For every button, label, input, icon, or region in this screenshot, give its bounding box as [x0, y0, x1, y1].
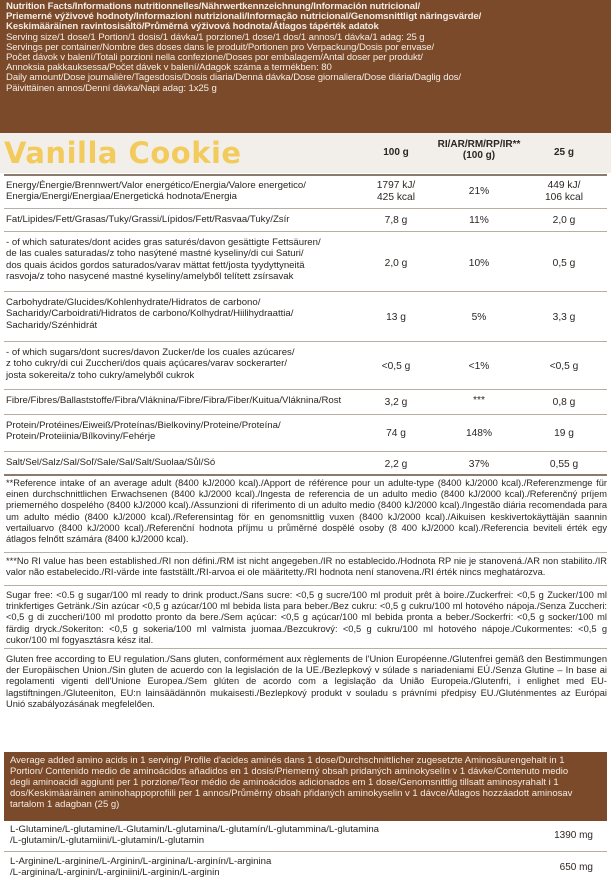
value-25g: 3,3 g [552, 312, 576, 323]
header-line: Daily amount/Dose journalière/Tagesdosis/Dosis diaria/Denná dávka/Dose giornaliera/Dose diária/Daglig dos/ [6, 72, 461, 84]
value-100g: <0,5 g [381, 361, 411, 372]
header-line: Priemerné výživové hodnoty/Informazioni nutrizionali/Informação nutricional/Genomsnittligt näringsvärde/ [6, 11, 482, 23]
nutrient-row-protein [0, 420, 611, 450]
label-line: z toho cukry/di cui Zuccheri/dos quais açúcares/varav sockerarter/ [6, 358, 288, 370]
value-ri: *** [473, 395, 485, 406]
header-line: Servings per container/Nombre des doses dans le produit/Portionen pro Verpackung/Dosis por envase/ [6, 41, 435, 53]
label-line: Energy/Énergie/Brennwert/Valor energético/Energia/Valore energetico/ [6, 180, 306, 191]
value-25g: 2,0 g [552, 215, 576, 226]
header-line: Annoksia pakkauksessa/Počet dávek v balení/Adagok száma a termékben: 80 [6, 62, 332, 74]
label-line: Protein/Protéines/Eiweiß/Proteínas/Bielkoviny/Proteine/Proteína/ [6, 420, 281, 431]
value-100g: 2,2 g [384, 459, 408, 470]
amino-header-line: tartalom 1 adagban (25 g) [10, 798, 120, 810]
divider [4, 208, 607, 209]
nutrient-row-fat [0, 214, 611, 230]
value-100g: 74 g [386, 428, 406, 439]
nutrient-label: Fat/Lipides/Fett/Grasas/Tuky/Grassi/Lípidos/Fett/Rasvaa/Tuky/Zsír [6, 214, 290, 225]
nutrient-row-carbohydrate [0, 297, 611, 337]
col-ri-label: RI/AR/RM/RP/IR** [437, 139, 521, 150]
header-line: Päivittäinen annos/Denní dávka/Napi adag: 1x25 g [6, 82, 217, 94]
gluten-free-note: Gluten free according to EU regulation./Sans gluten, conformément aux règlements de l'Union Européenne./Glutenfrei gemäß den Bestimmungen der Europäischen Union./Sin gluten de acuerdo con la legislación de la UE./Bezlepkový v súlade s nariadeniami EÚ./Senza Glutine – In base ai regolamenti vigenti dell'Unione Europea./Sem glúten de acordo com a legislação da União Europeia./Glutenfri, i enlighet med EU-lagstiftningen./Gluteeniton, EU:n lainsäädännön mukaisesti./Bezlepkový produkt v souladu s právními předpisy EU./Gluténmentes az Európai Unió szabályozásának megfelelően. [6, 654, 607, 709]
label-line: - of which sugars/dont sucres/davon Zucker/de los cuales azúcares/ [6, 347, 295, 358]
label-line: L-Arginine/L-arginine/L-Arginin/L-arginina/L-arginín/L-arginina [10, 856, 272, 867]
amino-row-arginine [4, 856, 607, 884]
label-line: Carbohydrate/Glucides/Kohlenhydrate/Hidratos de carbono/ [6, 297, 261, 308]
value-25g: 0,55 g [549, 459, 579, 470]
divider [4, 389, 607, 390]
col-ri-header [424, 139, 534, 161]
nutrient-label: Fibre/Fibres/Ballaststoffe/Fibra/Vláknina/Fibre/Fibra/Fiber/Kuitua/Vláknina/Rost [6, 395, 342, 406]
label-line: rasvoja/z toho nasycené mastné kyseliny/amelyből telített zsírsavak [6, 271, 294, 283]
no-ri-note: ***No RI value has been established./RI non défini./RM ist nicht angegeben./IR no establecido./Hodnota RP nie je stanovená./AR non stabilito./IR valor não estabelecido./RI-värde inte fastställt./RI-arvoa ei ole määritetty./RI hodnota není stanovena./RI érték nincs meghatározva. [6, 556, 607, 578]
nutrient-row-sugars [0, 347, 611, 387]
header-line: Serving size/1 dose/1 Portion/1 dosis/1 dávka/1 porzione/1 dose/1 dos/1 annos/1 dávka/1 adag: 25 g [6, 31, 425, 43]
value-ri: 21% [468, 186, 490, 197]
label-line: L-Glutamine/L-glutamine/L-Glutamin/L-glutamina/L-glutamín/L-glutammina/L-glutamina [10, 824, 379, 835]
value-ri: <1% [468, 361, 490, 372]
amino-label [10, 856, 271, 879]
nutrient-label [6, 420, 281, 443]
value-ri: 5% [471, 312, 487, 323]
nutrition-header [0, 0, 611, 133]
nutrient-row-saturates [0, 237, 611, 287]
divider [4, 451, 607, 452]
divider [4, 585, 607, 586]
label-line: Sacharidy/Carboidrati/Hidratos de carbono/Kolhydrat/Hiilihydraattia/ [6, 308, 294, 320]
col-ri-sub: (100 g) [462, 150, 496, 161]
value-100g [364, 180, 428, 203]
divider [4, 474, 607, 476]
value-line: 106 kcal [545, 191, 583, 203]
nutrient-row-salt [0, 457, 611, 473]
label-line: de las cuales saturadas/z toho nasýtené mastné kyseliny/di cui Saturi/ [6, 248, 304, 260]
amino-value: 1390 mg [554, 830, 593, 841]
divider [4, 648, 607, 649]
value-100g: 2,0 g [384, 258, 408, 269]
label-line: /L-arginina/L-arginin/L-arginiini/L-arginin/L-arginin [10, 867, 220, 879]
nutrient-label [6, 237, 321, 283]
amino-acids-header [4, 752, 607, 821]
nutrient-row-fibre [0, 395, 611, 411]
value-25g [532, 180, 596, 203]
value-25g: 0,5 g [552, 258, 576, 269]
title-bar [0, 133, 611, 173]
label-line: /L-glutamin/L-glutamiini/L-glutamin/L-glutamin [10, 835, 205, 847]
header-line: Počet dávok v balení/Totali porzioni nella confezione/Doses por embalagem/Antal doser per produkt/ [6, 52, 423, 64]
divider [4, 341, 607, 342]
value-ri: 11% [469, 215, 489, 226]
sugar-free-note: Sugar free: <0.5 g sugar/100 ml ready to drink product./Sans sucre: <0,5 g sucre/100 ml produit prêt à boire./Zuckerfrei: <0,5 g Zucker/100 ml trinkfertiges Getränk./Sin azúcar <0,5 g azúcar/100 ml bebida lista para beber./Bez cukru: <0,5 g cukru/100 ml hotového nápoja./Senza Zuccheri: <0,5 g di zuccheri/100 ml prodotto pronto da bere./Sem açúcar: <0,5 g açúcar/100 ml bebida pronta a beber./Sockerfri: <0,5 g socker/100 ml färdig dryck./Sokeriton: <0,5 g sokeria/100 ml valmista juomaa./Bezcukrový: <0,5 g cukru/100 ml hotového nápoje./Cukormentes: <0,5 g cukor/100 ml fogyasztásra kész ital. [6, 590, 607, 645]
value-ri: 37% [468, 459, 490, 470]
col-25g-header: 25 g [553, 147, 574, 158]
divider [4, 174, 607, 176]
divider [4, 851, 607, 852]
label-line: Protein/Proteiinia/Bílkoviny/Fehérje [6, 431, 156, 443]
amino-value: 650 mg [559, 862, 593, 873]
amino-header-line: Portion/ Contenido medio de aminoácidos añadidos en 1 dosis/Priemerný obsah pridaných aminokyselín v 1 dávke/Contenuto medio [10, 765, 569, 777]
col-100g-header: 100 g [383, 147, 409, 158]
divider [4, 414, 607, 415]
label-line: Sacharidy/Szénhidrát [6, 319, 98, 331]
value-line: 1797 kJ/ [376, 180, 416, 191]
divider [4, 231, 607, 232]
amino-row-glutamine [4, 824, 607, 850]
divider [4, 552, 607, 553]
value-100g: 7,8 g [384, 215, 408, 226]
label-line: josta sokereita/z toho cukry/amelyből cukrok [6, 369, 195, 381]
nutrient-label [6, 180, 306, 203]
nutrient-row-energy [0, 180, 611, 210]
divider [4, 291, 607, 292]
value-100g: 3,2 g [384, 397, 408, 408]
product-title: Vanilla Cookie [4, 136, 242, 170]
nutrient-label [6, 297, 293, 331]
amino-header-line: degli aminoacidi aggiunti per 1 porzione/Teor médio de aminoácidos adicionados em 1 dose/Genomsnittlig tillsatt aminosyrahalt i 1 [10, 776, 559, 788]
nutrient-label [6, 347, 295, 381]
header-line: Keskimääräinen ravintosisältö/Průměrná výživová hodnota/Átlagos tápérték adatok [6, 21, 379, 33]
value-line: 449 kJ/ [547, 180, 581, 191]
header-line: Nutrition Facts/Informations nutritionnelles/Nährwertkennzeichnung/Información nutricional/ [6, 1, 421, 12]
label-line: dos quais ácidos gordos saturados/varav mättat fett/josta tyydyttyneitä [6, 259, 305, 271]
nutrient-label: Salt/Sel/Salz/Sal/Soľ/Sale/Sal/Salt/Suolaa/Sůl/Só [6, 457, 216, 468]
label-line: Energia/Energi/Energiaa/Energetická hodnota/Energia [6, 191, 237, 203]
value-ri: 148% [465, 428, 493, 439]
value-25g: 19 g [554, 428, 574, 439]
amino-header-line: Average added amino acids in 1 serving/ Profile d'acides aminés dans 1 dose/Durchschnittlicher zugesetzte Aminosäurengehalt in 1 [10, 755, 565, 766]
amino-header-line: dos/Keskimääräinen aminohappoprofiili per 1 annos/Průměrný obsah přidaných aminokyselin v 1 dávce/Átlagos hozzáadott aminosav [10, 787, 573, 799]
value-25g: 0,8 g [552, 397, 576, 408]
value-line: 425 kcal [377, 191, 415, 203]
amino-label [10, 824, 379, 847]
value-25g: <0,5 g [549, 361, 579, 372]
value-100g: 13 g [386, 312, 406, 323]
reference-intake-note: **Reference intake of an average adult (8400 kJ/2000 kcal)./Apport de référence pour un adulte-type (8400 kJ/2000 kcal)./Referenzmenge für einen durchschnittlichen Erwachsenen (8400 kJ/2000 kcal)./Ingesta de referencia de un adulto medio (8400 kJ/2000 kcal)./Referenčný príjem priemerného dospelého (8400 kJ/2000 kcal)./Assunzioni di riferimento di un adulto medio (8400 kJ/2000 kcal)./Ingestão diária recomendada para um adulto médio (8400 kJ/2000 kcal)./Referensintag för en genomsnittlig vuxen (8400 kJ/2000 kcal)./Aikuisen keskivertokäyttäjän saannin vertailuarvo (8400 kJ/2000 kcal)./Referenční hodnota příjmu u průměrné dospělé osoby (8 400 kJ/2000 kcal)./Referencia beviteli érték egy átlagos felnőtt számára (8400 kJ/2000 kcal). [6, 478, 607, 545]
value-ri: 10% [468, 258, 490, 269]
label-line: - of which saturates/dont acides gras saturés/davon gesättigte Fettsäuren/ [6, 237, 321, 248]
